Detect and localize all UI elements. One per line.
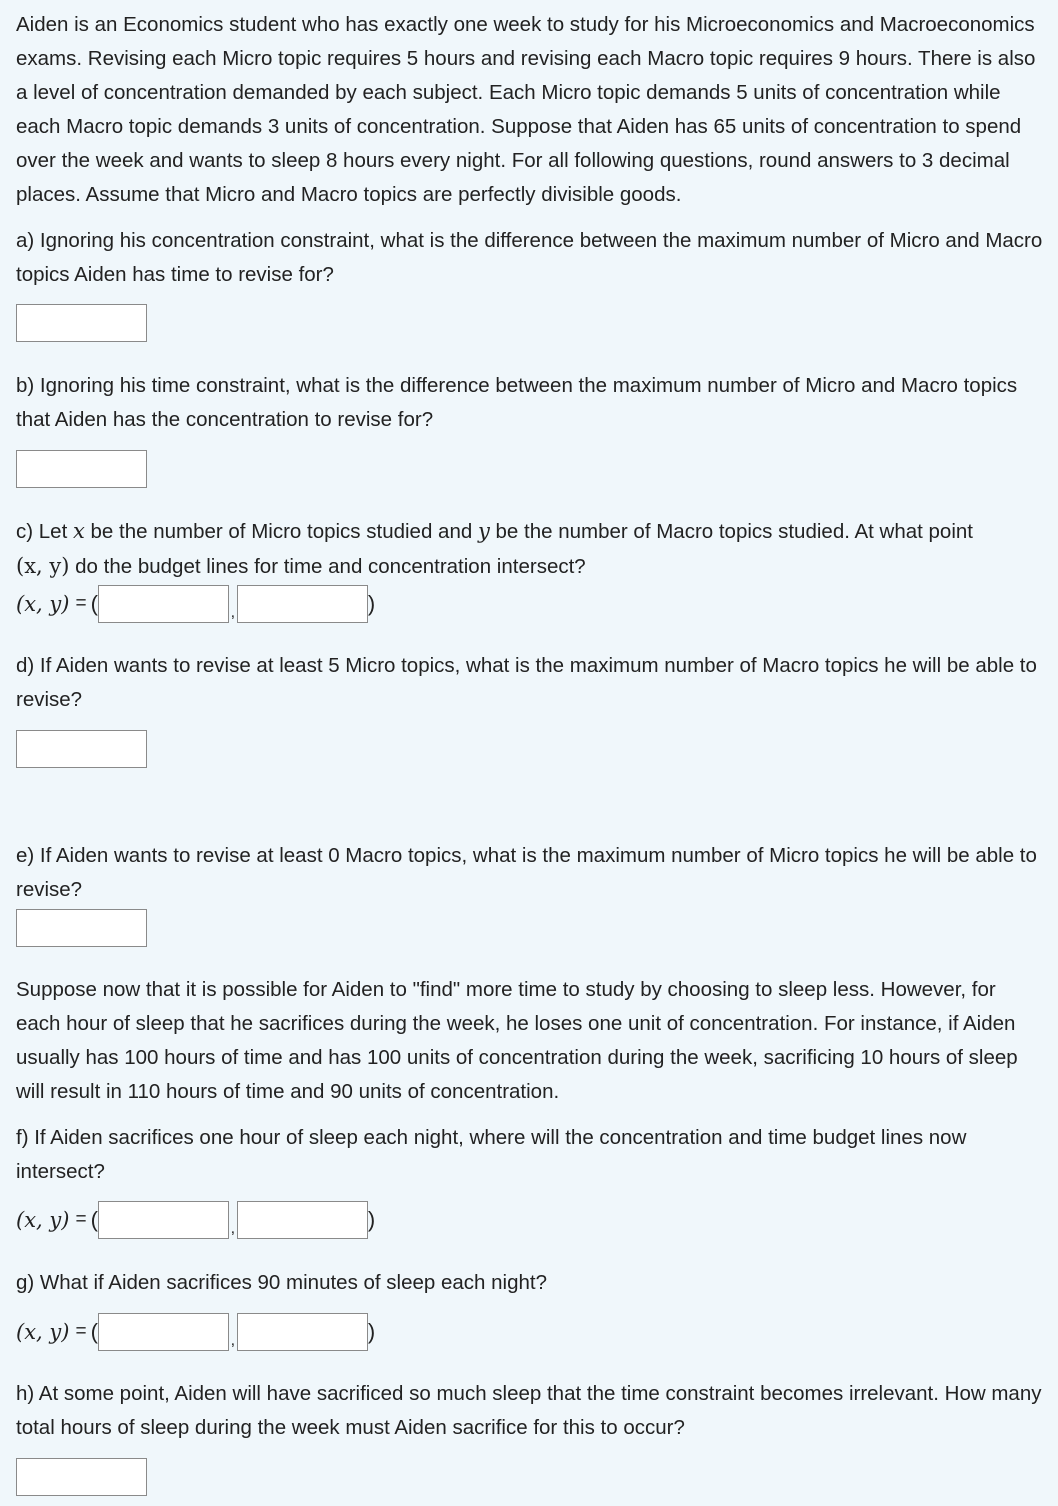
question-c-part3: be the number of Macro topics studied. At what point bbox=[489, 520, 973, 543]
comma: , bbox=[230, 1220, 236, 1237]
close-paren: ) bbox=[367, 591, 376, 616]
answer-g-x-input[interactable] bbox=[98, 1313, 229, 1351]
question-a bbox=[16, 224, 1044, 292]
question-d-text: d) If Aiden wants to revise at least 5 Micro topics, what is the maximum number of Macro topics he will be able to revise? bbox=[16, 654, 1037, 711]
answer-f-pair bbox=[16, 1200, 375, 1240]
close-paren: ) bbox=[367, 1319, 376, 1344]
answer-c-y-input[interactable] bbox=[237, 585, 368, 623]
comma: , bbox=[230, 604, 236, 621]
equals-sign: = bbox=[75, 1321, 87, 1342]
answer-h-input[interactable] bbox=[16, 1458, 147, 1496]
answer-c-x-input[interactable] bbox=[98, 585, 229, 623]
open-paren: ( bbox=[90, 591, 98, 616]
equals-sign: = bbox=[75, 1209, 87, 1230]
intro-paragraph bbox=[16, 8, 1044, 212]
var-y: y bbox=[477, 519, 490, 543]
question-b bbox=[16, 369, 1044, 437]
var-x: x bbox=[72, 519, 85, 543]
answer-g-y-input[interactable] bbox=[237, 1313, 368, 1351]
point-label: (x, y) bbox=[16, 554, 70, 578]
question-b-text: b) Ignoring his time constraint, what is the difference between the maximum number of Micro and Macro topics that Aiden has the concentration to revise for? bbox=[16, 374, 1018, 431]
question-e bbox=[16, 839, 1044, 907]
sleep-paragraph-text: Suppose now that it is possible for Aiden to "find" more time to study by choosing to sleep less. However, for each hour of sleep that he sacrifices during the week, he loses one unit of concentration. For instance, if Aiden usually has 100 hours of time and has 100 units of concentration during the week, sacrificing 10 hours of sleep will result in 110 hours of time and 90 units of concentration. bbox=[16, 978, 1018, 1103]
pair-label-g: (x, y) bbox=[16, 1320, 70, 1344]
answer-a-input[interactable] bbox=[16, 304, 147, 342]
answer-g-pair bbox=[16, 1312, 375, 1352]
question-f-text: f) If Aiden sacrifices one hour of sleep each night, where will the concentration and time budget lines now intersect? bbox=[16, 1126, 967, 1183]
question-c-part2: be the number of Micro topics studied and bbox=[84, 520, 478, 543]
intro-text: Aiden is an Economics student who has exactly one week to study for his Microeconomics and Macroeconomics exams. Revising each Micro topic requires 5 hours and revising each Macro topic requires 9 hours. There is also a level of concentration demanded by each subject. Each Micro topic demands 5 units of concentration while each Macro topic demands 3 units of concentration. Suppose that Aiden has 65 units of concentration to spend over the week and wants to sleep 8 hours every night. For all following questions, round answers to 3 decimal places. Assume that Micro and Macro topics are perfectly divisible goods. bbox=[16, 13, 1036, 206]
question-c bbox=[16, 514, 1044, 584]
answer-e-input[interactable] bbox=[16, 909, 147, 947]
question-a-text: a) Ignoring his concentration constraint, what is the difference between the maximum number of Micro and Macro topics Aiden has time to revise for? bbox=[16, 229, 1043, 286]
pair-label-c: (x, y) bbox=[16, 592, 70, 616]
open-paren: ( bbox=[90, 1207, 98, 1232]
answer-f-x-input[interactable] bbox=[98, 1201, 229, 1239]
question-h bbox=[16, 1377, 1044, 1445]
question-h-text: h) At some point, Aiden will have sacrificed so much sleep that the time constraint becomes irrelevant. How many total hours of sleep during the week must Aiden sacrifice for this to occur? bbox=[16, 1382, 1042, 1439]
question-g-text: g) What if Aiden sacrifices 90 minutes of sleep each night? bbox=[16, 1271, 548, 1294]
question-c-part4: do the budget lines for time and concentration intersect? bbox=[69, 555, 586, 578]
answer-c-pair bbox=[16, 584, 375, 624]
close-paren: ) bbox=[367, 1207, 376, 1232]
answer-b-input[interactable] bbox=[16, 450, 147, 488]
sleep-paragraph bbox=[16, 973, 1044, 1109]
answer-f-y-input[interactable] bbox=[237, 1201, 368, 1239]
answer-d-input[interactable] bbox=[16, 730, 147, 768]
pair-label-f: (x, y) bbox=[16, 1208, 70, 1232]
question-e-text: e) If Aiden wants to revise at least 0 Macro topics, what is the maximum number of Micro topics he will be able to revise? bbox=[16, 844, 1037, 901]
question-c-text bbox=[16, 514, 1044, 584]
equals-sign: = bbox=[75, 593, 87, 614]
question-g bbox=[16, 1266, 1044, 1300]
open-paren: ( bbox=[90, 1319, 98, 1344]
question-f bbox=[16, 1121, 1044, 1189]
comma: , bbox=[230, 1332, 236, 1349]
question-d bbox=[16, 649, 1044, 717]
question-c-part1: c) Let bbox=[16, 520, 73, 543]
